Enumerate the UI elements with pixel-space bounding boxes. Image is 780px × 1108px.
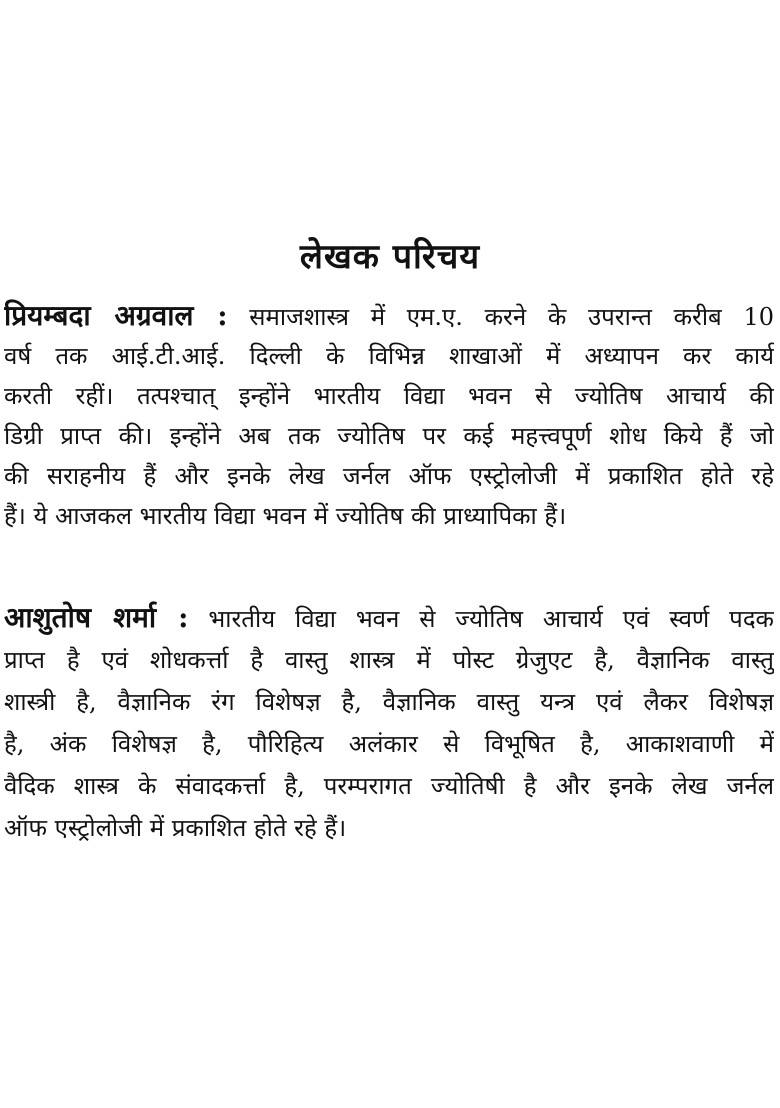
bio-line (4, 296, 774, 336)
bio-line: हैं। ये आजकल भारतीय विद्या भवन में ज्योतिष की प्राध्यापिका हैं। (4, 502, 567, 530)
bio-line: करती रहीं। तत्पश्चात् इन्होंने भारतीय विद्या भवन से ज्योतिष आचार्य की (4, 382, 774, 410)
bio-line: ऑफ एस्ट्रोलोजी में प्रकाशित होते रहे हैं। (4, 814, 347, 842)
bio-line: है, अंक विशेषज्ञ है, पौरिहित्य अलंकार से विभूषित है, आकाशवाणी में (4, 730, 774, 758)
bio-line (4, 597, 774, 639)
bio-text: भारतीय विद्या भवन से ज्योतिष आचार्य एवं स्वर्ण पदक (208, 605, 774, 633)
author-name: आशुतोष शर्मा : (4, 601, 189, 634)
bio-line: वर्ष तक आई.टी.आई. दिल्ली के विभिन्न शाखाओं में अध्यापन कर कार्य (4, 342, 774, 370)
bio-text: समाजशास्त्र में एम.ए. करने के उपरान्त करीब 10 (249, 303, 774, 331)
author-bio-2 (4, 597, 774, 849)
bio-line: शास्त्री है, वैज्ञानिक रंग विशेषज्ञ है, वैज्ञानिक वास्तु यन्त्र एवं लैकर विशेषज्ञ (4, 688, 774, 716)
bio-line: डिग्री प्राप्त की। इन्होंने अब तक ज्योतिष पर कई महत्त्वपूर्ण शोध किये हैं जो (4, 422, 774, 450)
bio-line: प्राप्त है एवं शोधकर्त्ता है वास्तु शास्त्र में पोस्ट ग्रेजुएट है, वैज्ञानिक वास्तु (4, 646, 774, 674)
author-name: प्रियम्बदा अग्रवाल : (4, 299, 228, 332)
bio-line: वैदिक शास्त्र के संवादकर्त्ता है, परम्परागत ज्योतिषी है और इनके लेख जर्नल (4, 772, 774, 800)
author-bio-1 (4, 296, 774, 536)
bio-line: की सराहनीय हैं और इनके लेख जर्नल ऑफ एस्ट्रोलोजी में प्रकाशित होते रहे (4, 462, 774, 490)
page-title: लेखक परिचय (299, 237, 481, 277)
